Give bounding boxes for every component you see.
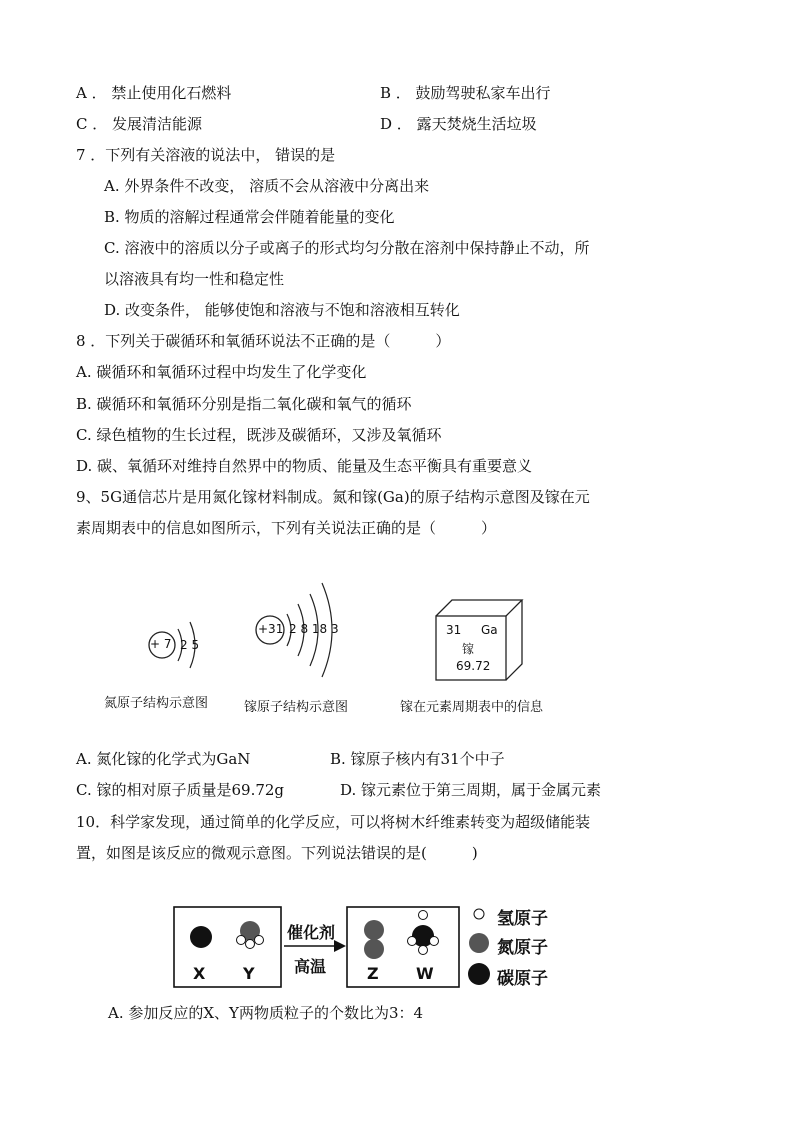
gallium-atomic-mass: 69.72 [456,659,491,673]
q9-stem-line2: 素周期表中的信息如图所示，下列有关说法正确的是（ ） [76,519,497,537]
q10-stem-line2: 置，如图是该反应的微观示意图。下列说法错误的是( ) [76,844,478,862]
q7-option-a: A. 外界条件不改变， 溶质不会从溶液中分离出来 [104,177,430,195]
gallium-element-name: 镓 [462,642,475,656]
gallium-nucleus-label: +31 [258,622,284,636]
periodic-cell-caption: 镓在元素周期表中的信息 [400,700,544,715]
q7-option-c-line1: C. 溶液中的溶质以分子或离子的形式均匀分散在溶剂中保持静止不动，所 [104,239,590,257]
q7-option-c-line2: 以溶液具有均一性和稳定性 [104,270,285,288]
q8-option-a: A. 碳循环和氧循环过程中均发生了化学变化 [76,363,367,381]
reaction-diagram [174,907,490,987]
legend-hydrogen-label: 氢原子 [497,909,548,929]
q9-option-c: C. 镓的相对原子质量是69.72g [76,781,285,799]
w-label: W [416,964,434,983]
w-methane-molecule [408,911,439,955]
q8-option-d: D. 碳、氧循环对维持自然界中的物质、能量及生态平衡具有重要意义 [76,457,533,475]
q9-option-a: A. 氮化镓的化学式为GaN [76,750,251,768]
q6-option-b: B ． 鼓励驾驶私家车出行 [380,84,551,102]
q10-option-a: A. 参加反应的X、Y两物质粒子的个数比为3：4 [108,1004,424,1022]
q8-option-c: C. 绿色植物的生长过程，既涉及碳循环，又涉及氧循环 [76,426,442,444]
nitrogen-diagram-caption: 氮原子结构示意图 [104,696,209,711]
gallium-symbol: Ga [481,623,498,637]
q9-option-d: D. 镓元素位于第三周期，属于金属元素 [340,781,602,799]
q8-stem: 8 ．下列关于碳循环和氧循环说法不正确的是（ ） [76,332,451,350]
q9-stem-line1: 9、5G通信芯片是用氮化镓材料制成。氮和镓(Ga)的原子结构示意图及镓在元 [76,488,590,506]
legend-carbon-symbol [468,963,490,985]
x-carbon-atom [190,926,212,948]
q8-option-b: B. 碳循环和氧循环分别是指二氧化碳和氧气的循环 [76,395,412,413]
q7-option-d: D. 改变条件， 能够使饱和溶液与不饱和溶液相互转化 [104,301,460,319]
q7-stem: 7 ．下列有关溶液的说法中， 错误的是 [76,146,336,164]
legend-carbon-label: 碳原子 [497,969,548,989]
q7-option-b: B. 物质的溶解过程通常会伴随着能量的变化 [104,208,395,226]
nitrogen-shells-label: 2 5 [180,638,200,652]
catalyst-label: 催化剂 [287,923,336,942]
q6-option-d: D ． 露天焚烧生活垃圾 [380,115,537,133]
gallium-atomic-number: 31 [446,623,462,637]
q6-option-c: C ． 发展清洁能源 [76,115,203,133]
z-nitrogen-molecule [364,920,384,959]
legend-nitrogen-symbol [469,933,489,953]
q10-stem-line1: 10．科学家发现，通过简单的化学反应，可以将树木纤维素转变为超级储能装 [76,813,591,831]
gallium-diagram-caption: 镓原子结构示意图 [244,700,349,715]
gallium-shells-label: 2 8 18 3 [289,622,339,636]
y-ammonia-molecule [237,921,264,949]
legend-nitrogen-label: 氮原子 [497,938,548,958]
x-label: X [193,964,206,983]
high-temperature-label: 高温 [294,957,327,976]
q9-option-b: B. 镓原子核内有31个中子 [330,750,505,768]
nitrogen-nucleus-label: + 7 [150,637,172,651]
q6-option-a: A ． 禁止使用化石燃料 [76,84,232,102]
y-label: Y [243,964,255,983]
z-label: Z [367,964,379,983]
legend-hydrogen-symbol [474,909,484,919]
